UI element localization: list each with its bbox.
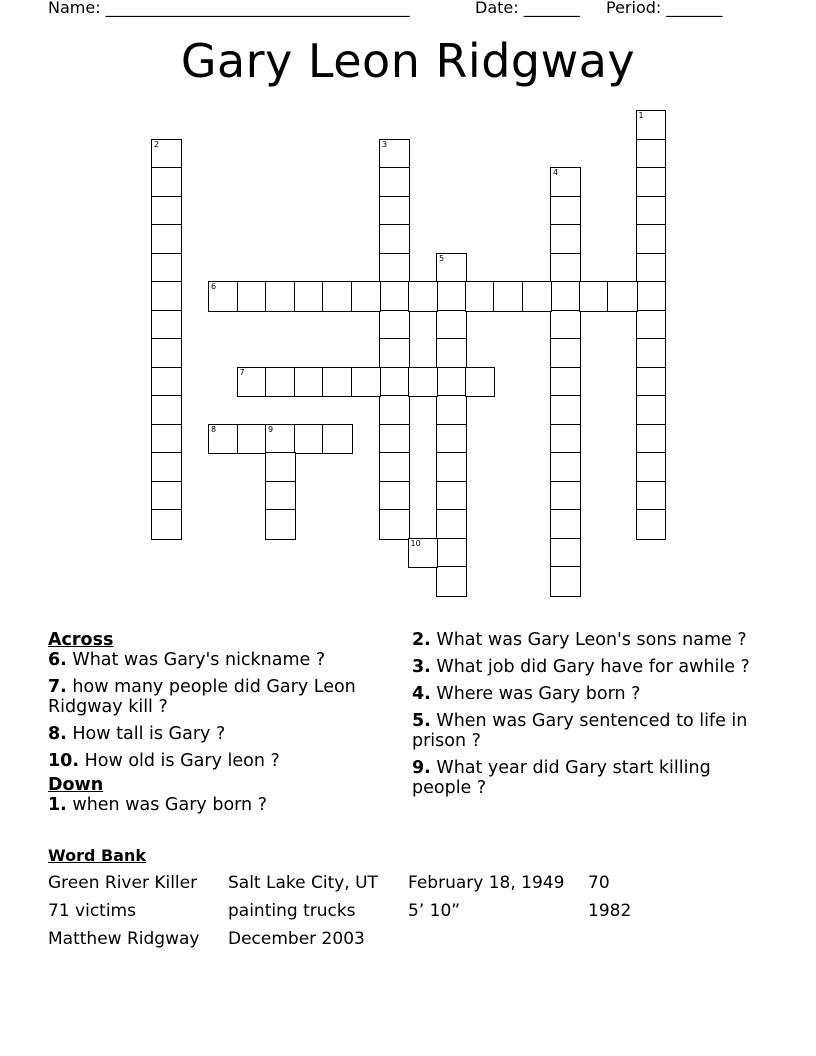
clue-text: When was Gary sentenced to life in prison ? <box>412 711 748 751</box>
grid-cell[interactable] <box>550 509 581 540</box>
grid-cell[interactable] <box>151 196 182 227</box>
clue-number: 6. <box>48 650 67 670</box>
grid-cell[interactable] <box>379 281 410 312</box>
period-field[interactable]: Period: _______ <box>606 0 723 17</box>
word-bank-title: Word Bank <box>48 846 147 865</box>
grid-cell[interactable] <box>436 481 467 512</box>
grid-cell[interactable] <box>550 224 581 255</box>
grid-cell[interactable] <box>636 253 667 284</box>
grid-cell[interactable] <box>550 167 581 198</box>
clue-number: 8. <box>48 724 67 744</box>
grid-cell[interactable] <box>607 281 638 312</box>
down-heading: Down <box>48 775 104 795</box>
across-heading: Across <box>48 630 114 650</box>
grid-cell[interactable] <box>550 538 581 569</box>
grid-cell[interactable] <box>408 367 439 398</box>
grid-cell[interactable] <box>436 310 467 341</box>
grid-cell[interactable] <box>265 281 296 312</box>
grid-cell[interactable] <box>379 139 410 170</box>
grid-cell[interactable] <box>151 424 182 455</box>
grid-cell[interactable] <box>265 509 296 540</box>
grid-cell[interactable] <box>294 367 325 398</box>
grid-cell[interactable] <box>151 167 182 198</box>
grid-cell[interactable] <box>237 424 268 455</box>
grid-cell[interactable] <box>636 509 667 540</box>
grid-cell[interactable] <box>322 281 353 312</box>
date-field[interactable]: Date: _______ <box>475 0 580 17</box>
grid-cell[interactable] <box>379 509 410 540</box>
cell-number: 5 <box>439 253 445 263</box>
grid-cell[interactable] <box>436 281 467 312</box>
grid-cell[interactable] <box>636 338 667 369</box>
down-clue <box>412 684 772 704</box>
grid-cell[interactable] <box>465 367 496 398</box>
clue-text: when was Gary born ? <box>66 795 267 815</box>
clue-number: 9. <box>412 758 431 778</box>
word-bank-item: December 2003 <box>228 929 365 949</box>
grid-cell[interactable] <box>636 310 667 341</box>
grid-cell[interactable] <box>436 509 467 540</box>
grid-cell[interactable] <box>493 281 524 312</box>
grid-cell[interactable] <box>379 167 410 198</box>
word-bank-item: February 18, 1949 <box>408 873 565 893</box>
grid-cell[interactable] <box>436 452 467 483</box>
clue-text: What was Gary Leon's sons name ? <box>430 630 747 650</box>
grid-cell[interactable] <box>436 338 467 369</box>
clue-text: how many people did Gary Leon Ridgway kill ? <box>48 677 356 717</box>
grid-cell[interactable] <box>379 481 410 512</box>
grid-cell[interactable] <box>151 481 182 512</box>
grid-cell[interactable] <box>151 224 182 255</box>
grid-cell[interactable] <box>550 452 581 483</box>
grid-cell[interactable] <box>636 110 667 141</box>
word-bank-item: Green River Killer <box>48 873 198 893</box>
name-field[interactable]: Name: ______________________________________ <box>48 0 410 17</box>
down-clue <box>412 758 772 798</box>
grid-cell[interactable] <box>265 424 296 455</box>
cell-number: 2 <box>154 139 160 149</box>
grid-cell[interactable] <box>379 196 410 227</box>
page-title: Gary Leon Ridgway <box>180 34 636 88</box>
clue-text: How tall is Gary ? <box>66 724 226 744</box>
clue-text: How old is Gary leon ? <box>79 751 280 771</box>
grid-cell[interactable] <box>151 509 182 540</box>
clues-right-column <box>412 630 772 805</box>
grid-cell[interactable] <box>208 281 239 312</box>
across-clue <box>48 724 388 744</box>
clue-text: What year did Gary start killing people ? <box>412 758 711 798</box>
across-clue <box>48 677 388 717</box>
across-clue-list <box>48 650 388 771</box>
grid-cell[interactable] <box>151 367 182 398</box>
grid-cell[interactable] <box>636 481 667 512</box>
grid-cell[interactable] <box>379 452 410 483</box>
word-bank-item: Matthew Ridgway <box>48 929 200 949</box>
grid-cell[interactable] <box>636 224 667 255</box>
grid-cell[interactable] <box>151 281 182 312</box>
word-bank-item: painting trucks <box>228 901 356 921</box>
grid-cell[interactable] <box>436 253 467 284</box>
word-bank-item: 71 victims <box>48 901 136 921</box>
grid-cell[interactable] <box>408 281 439 312</box>
down-clue <box>48 795 388 815</box>
grid-cell[interactable] <box>237 281 268 312</box>
grid-cell[interactable] <box>351 367 382 398</box>
grid-cell[interactable] <box>636 395 667 426</box>
grid-cell[interactable] <box>151 139 182 170</box>
clue-number: 5. <box>412 711 431 731</box>
down-clue-list-left <box>48 795 388 815</box>
cell-number: 9 <box>268 424 274 434</box>
grid-cell[interactable] <box>636 167 667 198</box>
grid-cell[interactable] <box>208 424 239 455</box>
word-bank-item: Salt Lake City, UT <box>228 873 378 893</box>
grid-cell[interactable] <box>265 452 296 483</box>
down-clue-list-right <box>412 630 772 798</box>
grid-cell[interactable] <box>550 424 581 455</box>
grid-cell[interactable] <box>579 281 610 312</box>
clue-number: 2. <box>412 630 431 650</box>
grid-cell[interactable] <box>636 196 667 227</box>
grid-cell[interactable] <box>151 452 182 483</box>
word-bank-item: 5’ 10” <box>408 901 461 921</box>
grid-cell[interactable] <box>636 281 667 312</box>
grid-cell[interactable] <box>550 253 581 284</box>
grid-cell[interactable] <box>436 367 467 398</box>
grid-cell[interactable] <box>379 253 410 284</box>
grid-cell[interactable] <box>550 196 581 227</box>
grid-cell[interactable] <box>522 281 553 312</box>
clues-left-column <box>48 630 388 822</box>
grid-cell[interactable] <box>436 566 467 597</box>
word-bank-list <box>48 873 768 963</box>
cell-number: 3 <box>382 139 388 149</box>
word-bank <box>48 846 768 963</box>
grid-cell[interactable] <box>550 566 581 597</box>
grid-cell[interactable] <box>151 338 182 369</box>
down-clue <box>412 630 772 650</box>
grid-cell[interactable] <box>322 367 353 398</box>
clue-text: What was Gary's nickname ? <box>66 650 326 670</box>
grid-cell[interactable] <box>379 367 410 398</box>
grid-cell[interactable] <box>550 338 581 369</box>
cell-number: 8 <box>211 424 217 434</box>
cell-number: 10 <box>410 538 421 548</box>
grid-cell[interactable] <box>237 367 268 398</box>
word-bank-item: 70 <box>588 873 610 893</box>
grid-cell[interactable] <box>151 310 182 341</box>
grid-cell[interactable] <box>408 538 439 569</box>
cell-number: 6 <box>211 282 217 291</box>
clue-text: Where was Gary born ? <box>430 684 641 704</box>
grid-cell[interactable] <box>636 367 667 398</box>
grid-cell[interactable] <box>294 281 325 312</box>
grid-cell[interactable] <box>465 281 496 312</box>
down-clue <box>412 657 772 677</box>
grid-cell[interactable] <box>636 139 667 170</box>
grid-cell[interactable] <box>151 395 182 426</box>
grid-cell[interactable] <box>151 253 182 284</box>
down-clue <box>412 711 772 751</box>
grid-cell[interactable] <box>436 538 467 569</box>
word-bank-item: 1982 <box>588 901 632 921</box>
grid-cell[interactable] <box>550 310 581 341</box>
grid-cell[interactable] <box>436 424 467 455</box>
grid-cell[interactable] <box>550 395 581 426</box>
cell-number: 1 <box>638 111 644 120</box>
grid-cell[interactable] <box>379 395 410 426</box>
cell-number: 7 <box>239 367 245 377</box>
cell-number: 4 <box>553 168 559 177</box>
grid-cell[interactable] <box>294 424 325 455</box>
grid-cell[interactable] <box>550 281 581 312</box>
grid-cell[interactable] <box>265 367 296 398</box>
grid-cell[interactable] <box>322 424 353 455</box>
clue-number: 4. <box>412 684 431 704</box>
grid-cell[interactable] <box>436 395 467 426</box>
grid-cell[interactable] <box>550 481 581 512</box>
grid-cell[interactable] <box>379 338 410 369</box>
grid-cell[interactable] <box>379 310 410 341</box>
across-clue <box>48 650 388 670</box>
grid-cell[interactable] <box>265 481 296 512</box>
across-clue <box>48 751 388 771</box>
grid-cell[interactable] <box>636 424 667 455</box>
grid-cell[interactable] <box>636 452 667 483</box>
clue-number: 10. <box>48 751 80 771</box>
grid-cell[interactable] <box>379 424 410 455</box>
clue-number: 1. <box>48 795 67 815</box>
clue-text: What job did Gary have for awhile ? <box>430 657 750 677</box>
grid-cell[interactable] <box>379 224 410 255</box>
clue-number: 3. <box>412 657 431 677</box>
grid-cell[interactable] <box>550 367 581 398</box>
grid-cell[interactable] <box>351 281 382 312</box>
clue-number: 7. <box>48 677 67 697</box>
